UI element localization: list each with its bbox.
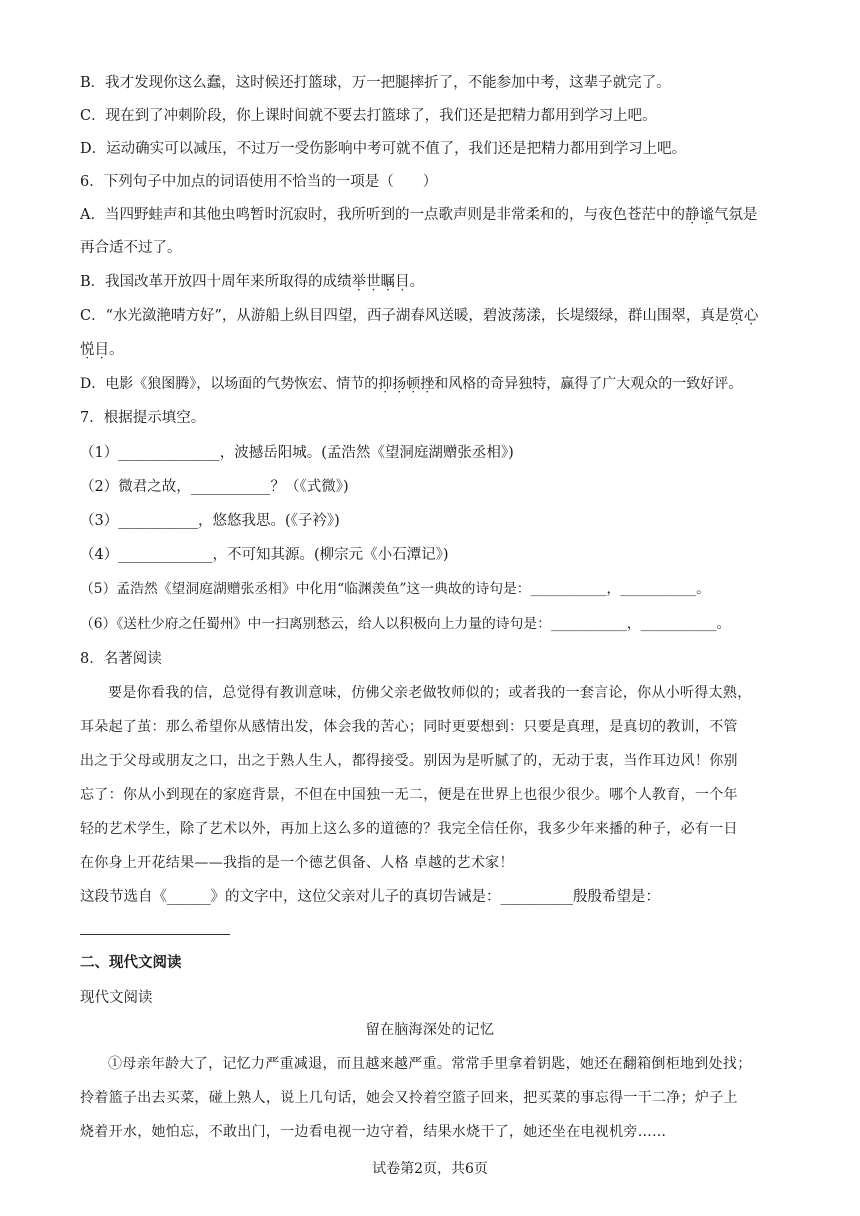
- q6-b-text-post: 。: [409, 274, 425, 290]
- q8-passage-line: 耳朵起了茧：那么希望你从感情出发，体会我的苦心；同时更要想到：只要是真理，是真切的教训，不管: [80, 719, 738, 735]
- dotted-char: 静: [684, 207, 700, 223]
- q6-a-text-pre: A．当四野蛙声和其他虫鸣暂时沉寂时，我所听到的一点歌声则是非常柔和的，与夜色苍茫中的: [80, 207, 685, 223]
- section-heading: 二、现代文阅读: [80, 954, 182, 971]
- dotted-char: 心: [743, 308, 759, 324]
- dotted-char: 瞩: [380, 274, 396, 290]
- q6-option-c-line1: [80, 306, 758, 326]
- dotted-char: 举: [351, 274, 367, 290]
- q5-option-b: B．我才发现你这么蠢，这时候还打篮球，万一把腿摔折了，不能参加中考，这辈子就完了。: [80, 75, 671, 91]
- q7-item-6: （6）《送杜少府之任蜀州》中一扫离别愁云，给人以积极向上力量的诗句是：___________，___________。: [80, 616, 731, 632]
- q7-item-1: （1）______________，波撼岳阳城。(孟浩然《望洞庭湖赠张丞相》): [80, 445, 514, 461]
- article-paragraph-line: 拎着篮子出去买菜，碰上熟人，说上几句话，她会又拎着空篮子回来，把买菜的事忘得一干二净；炉子上: [80, 1090, 738, 1106]
- q8-stem: 8．名著阅读: [80, 651, 162, 667]
- article-title: 留在脑海深处的记忆: [365, 1022, 495, 1038]
- q6-b-text-pre: B．我国改革开放四十周年来所取得的成绩: [80, 274, 352, 290]
- q7-item-2: （2）微君之故，___________？（《式微》): [80, 479, 349, 495]
- q8-passage-line: 轻的艺术学生，除了艺术以外，再加上这么多的道德的？我完全信任你，我多少年来播的种子，必有一日: [80, 821, 738, 837]
- q6-option-c-line2: [80, 340, 124, 360]
- dotted-char: 顿: [406, 376, 421, 392]
- q8-passage-line: 出之于父母或朋友之口，出之于熟人生人，都得接受。别因为是听腻了的，无动于衷，当作耳边风！你别: [80, 753, 738, 769]
- q6-d-text-pre: D．电影《狼图腾》，以场面的气势恢宏、情节的: [80, 376, 379, 392]
- q8-passage-line: 忘了：你从小到现在的家庭背景，不但在中国独一无二，便是在世界上也很少很少。哪个人教育，一个年: [80, 787, 738, 803]
- q6-option-b: [80, 272, 424, 292]
- q6-option-a-line2: 再合适不过了。: [80, 240, 182, 256]
- q6-a-text-post: 气氛是: [713, 207, 758, 223]
- q5-option-c: C．现在到了冲刺阶段，你上课时间就不要去打篮球了，我们还是把精力都用到学习上吧。: [80, 108, 657, 124]
- dotted-char: 目: [395, 274, 410, 290]
- q8-passage-line: 在你身上开花结果——我指的是一个德艺俱备、人格 卓越的艺术家！: [80, 855, 514, 871]
- q5-option-d: D．运动确实可以减压，不过万一受伤影响中考可就不值了，我们还是把精力都用到学习上吧。: [80, 141, 687, 157]
- q6-option-a-line1: [80, 205, 757, 225]
- page-footer: 试卷第2页，共6页: [372, 1161, 488, 1177]
- dotted-char: 悦: [80, 342, 95, 358]
- q6-option-d: [80, 374, 742, 394]
- q6-d-text-post: 和风格的奇异独特，赢得了广大观众的一致好评。: [434, 376, 743, 392]
- dotted-char: 扬: [392, 376, 407, 392]
- section-subheading: 现代文阅读: [80, 990, 153, 1006]
- q7-stem: 7．根据提示填空。: [80, 410, 206, 426]
- q7-item-4: （4）_____________，不可知其源。(柳宗元《小石潭记》): [80, 547, 449, 563]
- dotted-char: 抑: [378, 376, 393, 392]
- q6-stem: 6．下列句子中加点的词语使用不恰当的一项是（ ）: [80, 174, 438, 190]
- dotted-char: 谧: [699, 207, 714, 223]
- q8-question: 这段节选自《______》的文字中，这位父亲对儿子的真切告诫是：__________殷殷希望是：: [80, 889, 660, 905]
- article-paragraph-line: 烧着开水，她怕忘，不敢出门，一边看电视一边守着，结果水烧干了，她还坐在电视机旁……: [80, 1124, 667, 1140]
- q6-c-text-pre: C．“水光潋滟晴方好”，从游船上纵目四望，西子湖春风送暖，碧波荡漾，长堤缀绿，群山围翠，真是: [80, 308, 730, 324]
- q6-c-text-post: 。: [109, 342, 124, 358]
- dotted-char: 挫: [420, 376, 435, 392]
- dotted-char: 世: [366, 274, 381, 290]
- article-paragraph-line: ①母亲年龄大了，记忆力严重减退，而且越来越严重。常常手里拿着钥匙，她还在翻箱倒柜地到处找；: [108, 1056, 752, 1072]
- dotted-char: 赏: [729, 308, 744, 324]
- q8-passage-line: 要是你看我的信，总觉得有教训意味，仿佛父亲老做牧师似的；或者我的一套言论，你从小听得太熟，: [108, 685, 752, 701]
- q7-item-5: （5）孟浩然《望洞庭湖赠张丞相》中化用“临渊羡鱼”这一典故的诗句是：___________，___________。: [80, 581, 710, 597]
- dotted-char: 目: [94, 342, 109, 358]
- answer-line: [80, 934, 230, 935]
- q7-item-3: （3）___________，悠悠我思。(《子衿》): [80, 513, 340, 529]
